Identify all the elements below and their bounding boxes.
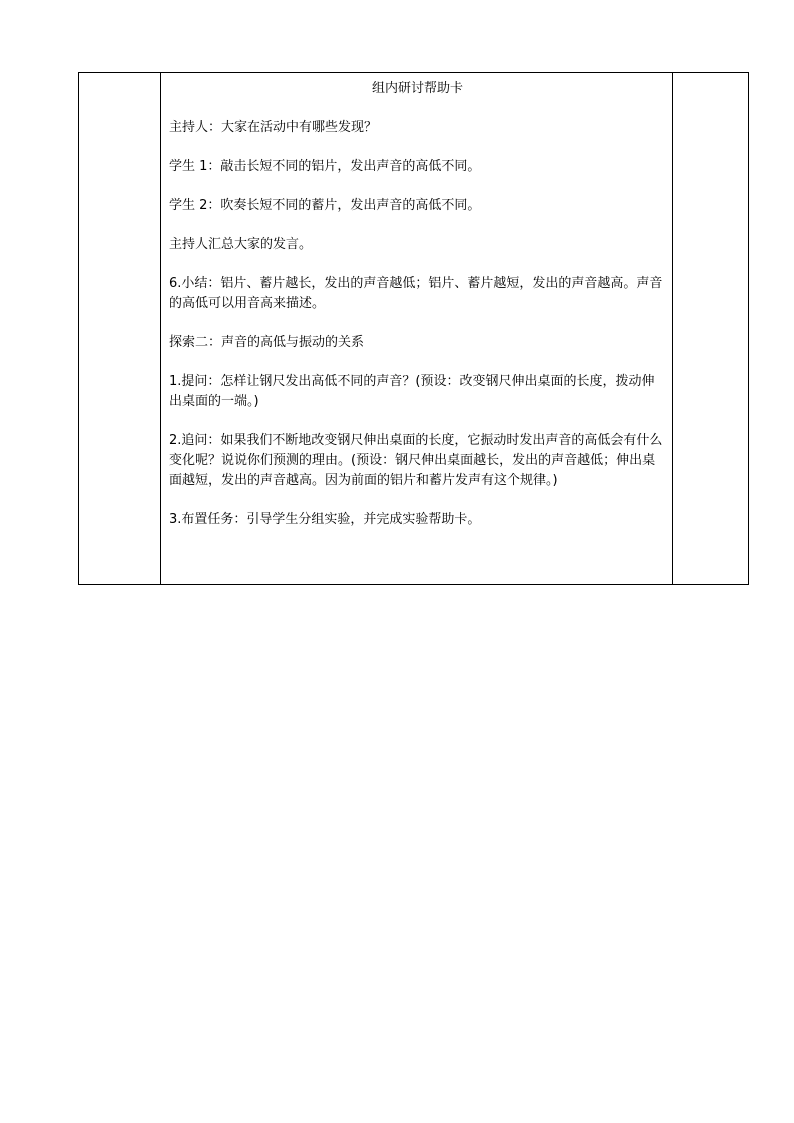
student-1-answer: 学生 1：敲击长短不同的铝片，发出声音的高低不同。 xyxy=(169,159,481,174)
step-3-task: 3.布置任务：引导学生分组实验，并完成实验帮助卡。 xyxy=(169,512,481,527)
right-empty-cell xyxy=(673,73,749,585)
card-title: 组内研讨帮助卡 xyxy=(371,81,463,96)
host-question: 主持人：大家在活动中有哪些发现？ xyxy=(169,120,378,135)
table-row xyxy=(79,73,749,585)
host-summary: 主持人汇总大家的发言。 xyxy=(169,237,313,252)
lesson-table xyxy=(78,72,749,585)
exploration-2-heading: 探索二：声音的高低与振动的关系 xyxy=(169,335,365,350)
conclusion-6: 6.小结：铝片、蓄片越长，发出的声音越低；铝片、蓄片越短，发出的声音越高。声音的高低可以用音高来描述。 xyxy=(169,276,663,311)
step-2-follow-up: 2.追问：如果我们不断地改变钢尺伸出桌面的长度，它振动时发出声音的高低会有什么变化呢？说说你们预测的理由。(预设：钢尺伸出桌面越长，发出的声音越低；伸出桌面越短，发出的声音越高。因为前面的铝片和蓄片发声有这个规律。) xyxy=(169,433,663,488)
content-body xyxy=(161,73,672,530)
left-empty-cell xyxy=(79,73,161,585)
step-1-question: 1.提问：怎样让钢尺发出高低不同的声音？(预设：改变钢尺伸出桌面的长度，拨动伸出桌面的一端。) xyxy=(169,374,655,409)
student-2-answer: 学生 2：吹奏长短不同的蓄片，发出声音的高低不同。 xyxy=(169,198,481,213)
content-cell xyxy=(161,73,673,585)
